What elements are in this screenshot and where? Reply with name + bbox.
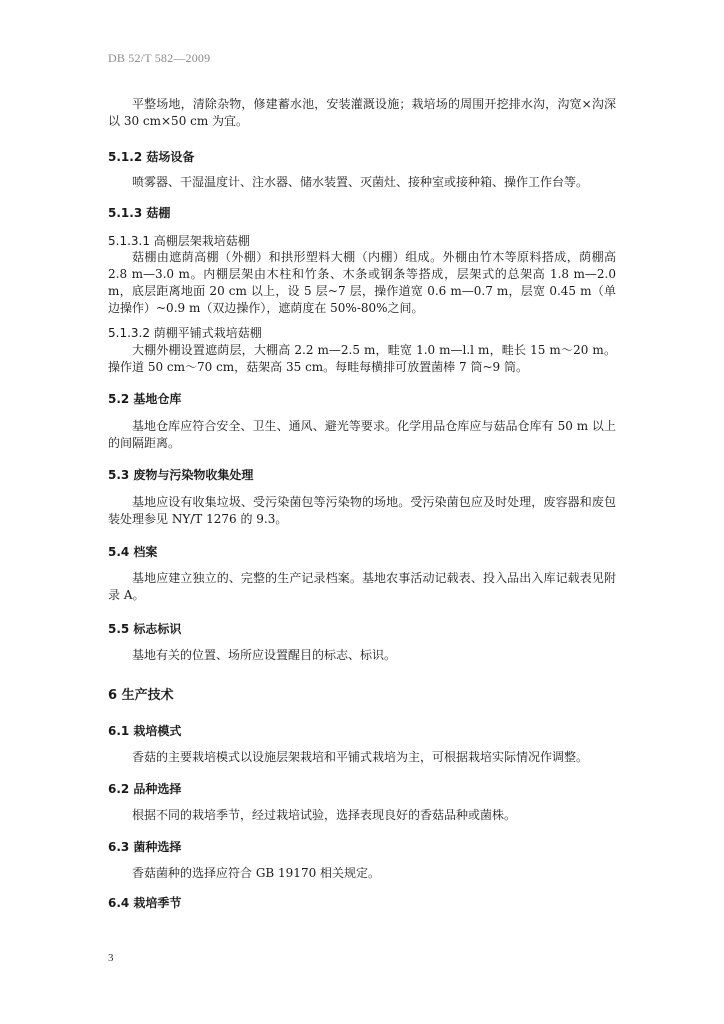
page-number: 3 xyxy=(108,952,114,964)
section-6-2-heading: 6.2 品种选择 xyxy=(108,782,182,796)
section-5-5-text: 基地有关的位置、场所应设置醒目的标志、标识。 xyxy=(132,648,397,662)
section-5-1-3-2-body xyxy=(108,342,616,376)
section-5-1-3-2-text: 大棚外棚设置遮荫层，大棚高 2.2 m—2.5 m，畦宽 1.0 m—l.l m，畦长 15 m～20 m。操作道 50 cm～70 cm，菇架高 35 cm。每畦每横排可放置菌棒 7 筒~9 筒。 xyxy=(108,343,616,374)
document-code-header: DB 52/T 582—2009 xyxy=(108,51,211,65)
section-6-4-heading: 6.4 栽培季节 xyxy=(108,896,182,910)
section-6-2-body xyxy=(108,807,616,824)
section-5-3-heading: 5.3 废物与污染物收集处理 xyxy=(108,468,254,482)
section-6-1-body xyxy=(108,749,616,766)
section-5-3-text: 基地应设有收集垃圾、受污染菌包等污染物的场地。受污染菌包应及时处理，废容器和废包装处理参见 NY/T 1276 的 9.3。 xyxy=(108,495,616,526)
section-5-2-heading: 5.2 基地仓库 xyxy=(108,392,182,406)
section-5-5-body xyxy=(108,647,616,664)
intro-paragraph-block xyxy=(108,96,616,130)
section-5-3-body xyxy=(108,494,616,528)
section-5-4-heading: 5.4 档案 xyxy=(108,545,158,559)
chapter-6-heading: 6 生产技术 xyxy=(108,688,174,703)
section-6-1-text: 香菇的主要栽培模式以设施层架栽培和平铺式栽培为主，可根据栽培实际情况作调整。 xyxy=(132,750,589,764)
section-5-1-3-1-heading: 5.1.3.1 高棚层架栽培菇棚 xyxy=(108,234,250,248)
section-6-3-heading: 6.3 菌种选择 xyxy=(108,840,182,854)
section-6-2-text: 根据不同的栽培季节，经过栽培试验，选择表现良好的香菇品种或菌株。 xyxy=(132,808,517,822)
section-5-5-heading: 5.5 标志标识 xyxy=(108,622,182,636)
section-5-2-text: 基地仓库应符合安全、卫生、通风、避光等要求。化学用品仓库应与菇品仓库有 50 m 以上的间隔距离。 xyxy=(108,419,616,450)
section-5-1-3-heading: 5.1.3 菇棚 xyxy=(108,206,171,220)
section-5-1-3-1-text: 菇棚由遮荫高棚（外棚）和拱形塑料大棚（内棚）组成。外棚由竹木等原料搭成，荫棚高 2.8 m—3.0 m。内棚层架由木柱和竹条、木条或钢条等搭成，层架式的总架高 1.8 m—2.0 m，底层距离地面 20 cm 以上，设 5 层~7 层，操作道宽 0.6 m—0.7 m，层宽 0.45 m（单边操作）~0.9 m（双边操作），遮荫度在 50%-80%之间。 xyxy=(108,250,616,315)
section-5-4-text: 基地应建立独立的、完整的生产记录档案。基地农事活动记载表、投入品出入库记载表见附录 A。 xyxy=(108,571,616,602)
section-6-3-body xyxy=(108,865,616,882)
section-5-1-2-body xyxy=(108,174,616,191)
intro-paragraph: 平整场地，清除杂物，修建蓄水池，安装灌溉设施；栽培场的周围开挖排水沟，沟宽×沟深以 30 cm×50 cm 为宜。 xyxy=(108,97,616,128)
section-6-1-heading: 6.1 栽培模式 xyxy=(108,724,182,738)
section-5-1-2-text: 喷雾器、干湿温度计、注水器、储水装置、灭菌灶、接种室或接种箱、操作工作台等。 xyxy=(132,175,589,189)
section-5-4-body xyxy=(108,570,616,604)
section-6-3-text: 香菇菌种的选择应符合 GB 19170 相关规定。 xyxy=(132,866,381,880)
section-5-2-body xyxy=(108,418,616,452)
section-5-1-3-2-heading: 5.1.3.2 荫棚平铺式栽培菇棚 xyxy=(108,326,262,340)
section-5-1-3-1-body xyxy=(108,249,616,317)
section-5-1-2-heading: 5.1.2 菇场设备 xyxy=(108,150,195,164)
